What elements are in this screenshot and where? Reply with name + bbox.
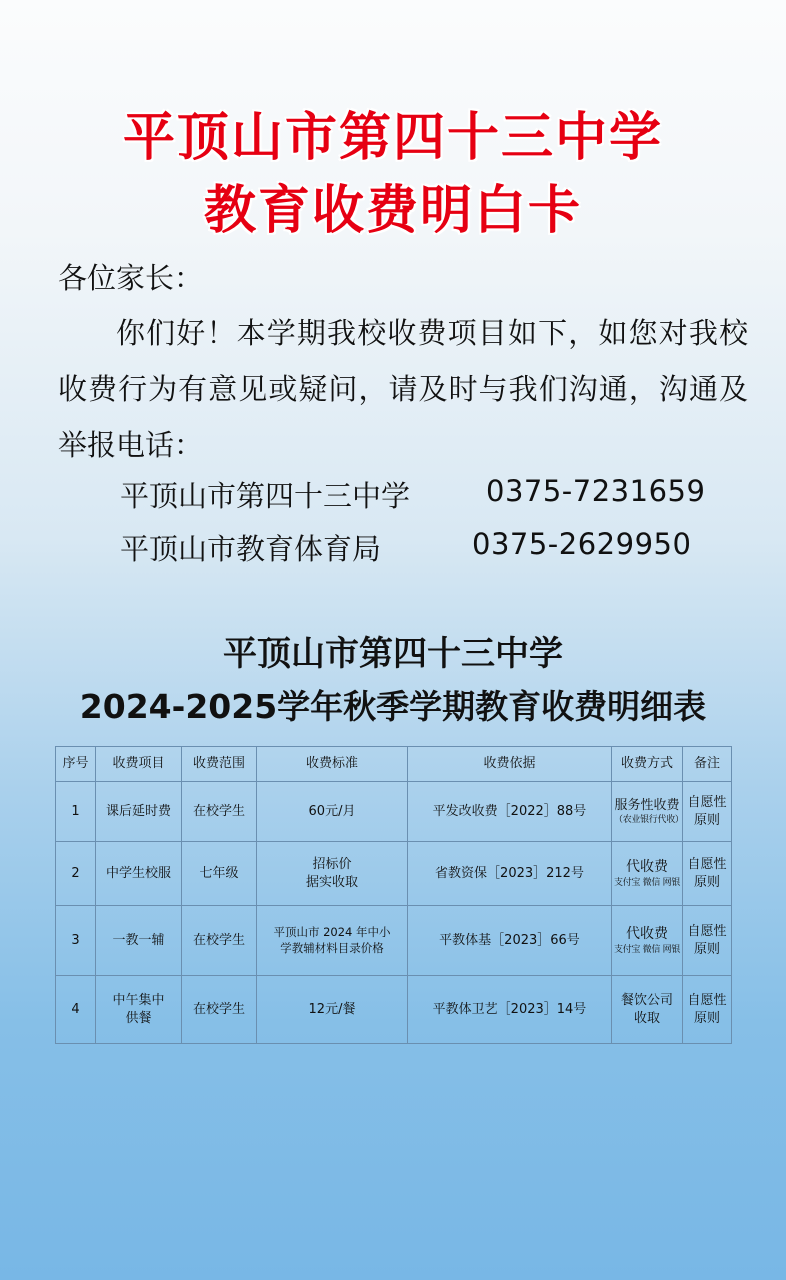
- contact-phone: 0375-7231659: [486, 474, 706, 508]
- cell-no: 2: [56, 842, 96, 906]
- note-line: 自愿性: [687, 856, 727, 872]
- cell-scope: 在校学生: [182, 906, 257, 976]
- method-sub: （农业银行代收）: [614, 815, 684, 826]
- header-basis: 收费依据: [408, 747, 612, 782]
- method-sub: 支付宝 微信 网银: [614, 944, 681, 955]
- card-title-main: 教育收费明白卡: [203, 181, 582, 241]
- table-header-row: [56, 747, 732, 782]
- cell-basis: 平教体卫艺［2023］14号: [408, 976, 612, 1044]
- item-line: 中午集中: [112, 992, 165, 1008]
- header-note: 备注: [683, 747, 732, 782]
- cell-method: [612, 976, 683, 1044]
- method-line: 收取: [633, 1010, 660, 1026]
- cell-note: [683, 782, 732, 842]
- standard-line: 据实收取: [305, 874, 358, 890]
- cell-method: [612, 842, 683, 906]
- standard-line: 平顶山市 2024 年中小: [273, 924, 391, 939]
- table-title-main: 2024-2025学年秋季学期教育收费明细表: [79, 687, 707, 726]
- cell-scope: 在校学生: [182, 976, 257, 1044]
- item-line: 供餐: [125, 1010, 152, 1026]
- header-method: 收费方式: [612, 747, 683, 782]
- note-line: 原则: [693, 941, 720, 957]
- fee-table: [55, 746, 732, 1044]
- note-line: 原则: [693, 1010, 720, 1026]
- method-main: 代收费: [626, 858, 668, 875]
- method-main: 代收费: [626, 925, 668, 942]
- note-line: 原则: [693, 874, 720, 890]
- method-line: 餐饮公司: [620, 992, 673, 1008]
- contact-name: 平顶山市教育体育局: [120, 532, 382, 566]
- cell-scope: 七年级: [182, 842, 257, 906]
- table-row: [56, 906, 732, 976]
- contact-name: 平顶山市第四十三中学: [120, 479, 411, 513]
- cell-note: [683, 906, 732, 976]
- contact-phone: 0375-2629950: [472, 527, 692, 561]
- method-main: 服务性收费: [614, 797, 680, 813]
- cell-no: 3: [56, 906, 96, 976]
- cell-basis: 平教体基［2023］66号: [408, 906, 612, 976]
- header-no: 序号: [56, 747, 96, 782]
- greeting: 各位家长：: [58, 261, 204, 295]
- note-line: 原则: [693, 812, 720, 828]
- cell-method: [612, 906, 683, 976]
- cell-standard: 60元/月: [257, 782, 408, 842]
- cell-note: [683, 842, 732, 906]
- cell-item: 课后延时费: [96, 782, 182, 842]
- cell-item: [96, 976, 182, 1044]
- table-row: [56, 842, 732, 906]
- cell-item: 中学生校服: [96, 842, 182, 906]
- table-row: [56, 782, 732, 842]
- cell-note: [683, 976, 732, 1044]
- cell-item: 一教一辅: [96, 906, 182, 976]
- card-title-school: 平顶山市第四十三中学: [122, 108, 663, 168]
- note-line: 自愿性: [687, 794, 727, 810]
- cell-standard: 12元/餐: [257, 976, 408, 1044]
- cell-scope: 在校学生: [182, 782, 257, 842]
- table-title-school: 平顶山市第四十三中学: [223, 634, 563, 674]
- header-item: 收费项目: [96, 747, 182, 782]
- cell-basis: 平发改收费［2022］88号: [408, 782, 612, 842]
- cell-standard: [257, 906, 408, 976]
- header-scope: 收费范围: [182, 747, 257, 782]
- header-standard: 收费标准: [257, 747, 408, 782]
- method-sub: 支付宝 微信 网银: [614, 877, 681, 888]
- standard-line: 招标价: [312, 856, 352, 872]
- note-line: 自愿性: [687, 923, 727, 939]
- cell-no: 1: [56, 782, 96, 842]
- cell-standard: [257, 842, 408, 906]
- table-row: [56, 976, 732, 1044]
- cell-basis: 省教资保［2023］212号: [408, 842, 612, 906]
- cell-method: [612, 782, 683, 842]
- cell-no: 4: [56, 976, 96, 1044]
- note-line: 自愿性: [687, 992, 727, 1008]
- letter-body: 你们好！本学期我校收费项目如下，如您对我校收费行为有意见或疑问，请及时与我们沟通，沟通及举报电话：: [58, 316, 748, 462]
- standard-line: 学教辅材料目录价格: [280, 940, 384, 955]
